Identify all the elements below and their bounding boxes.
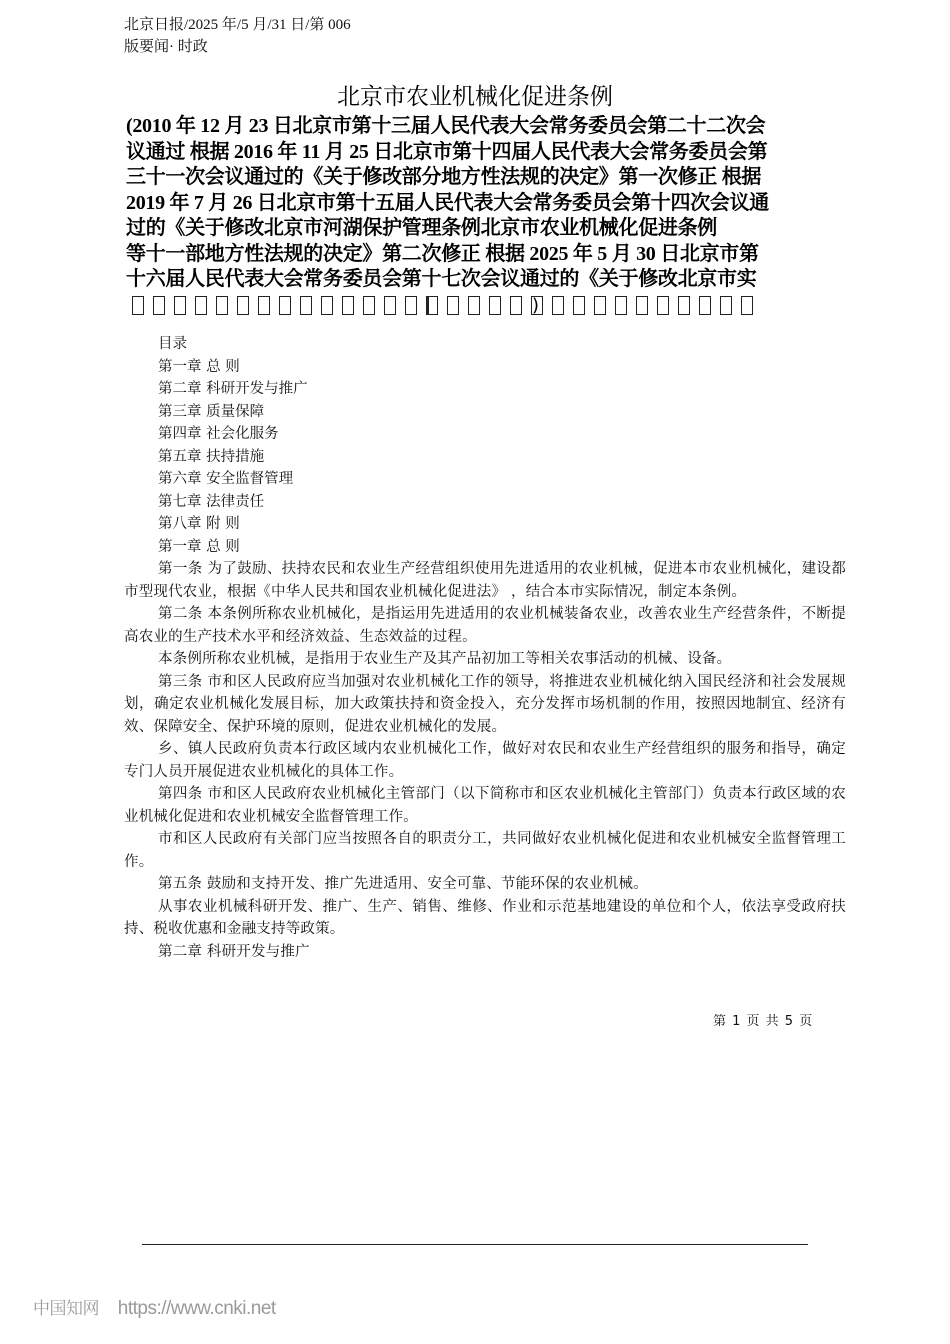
watermark-brand: 中国知网 [33,1299,99,1319]
article-paragraph: 第四条 市和区人民政府农业机械化主管部门（以下简称市和区农业机械化主管部门）负责本行政区域的农业机械化促进和农业机械安全监督管理工作。 [124,786,846,825]
article-paragraph: 第一条 为了鼓励、扶持农民和农业生产经营组织使用先进适用的农业机械，促进本市农业机械化，建设都市型现代农业，根据《中华人民共和国农业机械化促进法》 ，结合本市实际情况，制定本条例。 [124,561,846,600]
toc-item: 第五章 扶持措施 [158,448,265,465]
cnki-watermark [33,1294,276,1320]
missing-glyph-box [720,296,732,315]
missing-glyph-box [678,296,690,315]
toc-item: 第二章 科研开发与推广 [158,381,308,397]
footer-divider [142,1244,808,1245]
amendment-line: 三十一次会议通过的《关于修改部分地方性法规的决定》第一次修正 根据 [126,166,762,188]
chapter-heading: 第二章 科研开发与推广 [158,943,310,960]
missing-glyph-box [384,296,396,315]
document-body [124,333,846,963]
missing-glyph-box [321,296,333,315]
missing-glyph-box [531,296,543,315]
missing-glyph-box [132,296,144,315]
missing-glyph-line [126,296,846,315]
missing-glyph-box [258,296,270,315]
amendment-line: 过的《关于修改北京市河湖保护管理条例北京市农业机械化促进条例 [126,217,717,239]
missing-glyph-box [552,296,564,315]
missing-glyph-box [636,296,648,315]
toc-item: 第一章 总 则 [158,358,240,375]
table-of-contents [124,333,846,558]
missing-glyph-box [174,296,186,315]
watermark-url: https://www.cnki.net [117,1298,276,1319]
article-paragraph: 从事农业机械科研开发、推广、生产、销售、维修、作业和示范基地建设的单位和个人，依法享受政府扶持、税收优惠和金融支持等政策。 [124,898,846,937]
missing-glyph-box [216,296,228,315]
missing-glyph-box [699,296,711,315]
missing-glyph-box [363,296,375,315]
missing-glyph-box [657,296,669,315]
section-line: 版要闻· 时政 [124,39,208,55]
missing-glyph-box [153,296,165,315]
article-paragraph: 本条例所称农业机械，是指用于农业生产及其产品初加工等相关农事活动的机械、设备。 [158,651,732,667]
missing-glyph-box [573,296,585,315]
document-title: 北京市农业机械化促进条例 [337,84,613,110]
chapter-heading: 第一章 总 则 [158,538,240,555]
missing-glyph-box [405,296,417,315]
toc-heading: 目录 [158,336,187,352]
toc-item: 第六章 安全监督管理 [158,471,294,487]
article-paragraph: 市和区人民政府有关部门应当按照各自的职责分工，共同做好农业机械化促进和农业机械安全监督管理工作。 [124,831,846,870]
toc-item: 第七章 法律责任 [158,493,265,510]
article-paragraph: 第五条 鼓励和支持开发、推广先进适用、安全可靠、节能环保的农业机械。 [158,876,648,892]
toc-item: 第三章 质量保障 [158,403,265,420]
page-indicator: 第 1 页 共 5 页 [713,1014,813,1029]
missing-glyph-box [426,296,438,315]
article-paragraph: 第二条 本条例所称农业机械化，是指运用先进适用的农业机械装备农业，改善农业生产经营条件，不断提高农业的生产技术水平和经济效益、生态效益的过程。 [124,606,846,645]
toc-item: 第八章 附 则 [158,516,240,532]
publication-header [124,14,351,58]
article-paragraph: 第三条 市和区人民政府应当加强对农业机械化工作的领导，将推进农业机械化纳入国民经济和社会发展规划，确定农业机械化发展目标，加大政策扶持和资金投入，充分发挥市场机制的作用，按照因地制宜、经济有效、保障安全、保护环境的原则，促进农业机械化的发展。 [124,673,846,735]
amendment-line: 2019 年 7 月 26 日北京市第十五届人民代表大会常务委员会第十四次会议通 [126,191,770,214]
source-line: 北京日报/2025 年/5 月/31 日/第 006 [124,17,351,33]
missing-glyph-box [342,296,354,315]
missing-glyph-box [300,296,312,315]
article-paragraph: 乡、镇人民政府负责本行政区域内农业机械化工作，做好对农民和农业生产经营组织的服务和指导，确定专门人员开展促进农业机械化的具体工作。 [124,741,846,780]
missing-glyph-box [195,296,207,315]
missing-glyph-box [594,296,606,315]
missing-glyph-box [237,296,249,315]
missing-glyph-box [741,296,753,315]
amendment-line: 十六届人民代表大会常务委员会第十七次会议通过的《关于修改北京市实 [126,268,757,290]
amendment-line: (2010 年 12 月 23 日北京市第十三届人民代表大会常务委员会第二十二次会 [126,115,766,137]
amendment-line: 等十一部地方性法规的决定》第二次修正 根据 2025 年 5 月 30 日北京市第 [126,242,759,265]
missing-glyph-box [615,296,627,315]
missing-glyph-box [489,296,501,315]
missing-glyph-box [279,296,291,315]
missing-glyph-box [468,296,480,315]
amendment-line: 议通过 根据 2016 年 11 月 25 日北京市第十四届人民代表大会常务委员会第 [126,140,768,163]
amendment-history [126,114,846,315]
toc-item: 第四章 社会化服务 [158,426,279,442]
missing-glyph-box [447,296,459,315]
missing-glyph-box [510,296,522,315]
